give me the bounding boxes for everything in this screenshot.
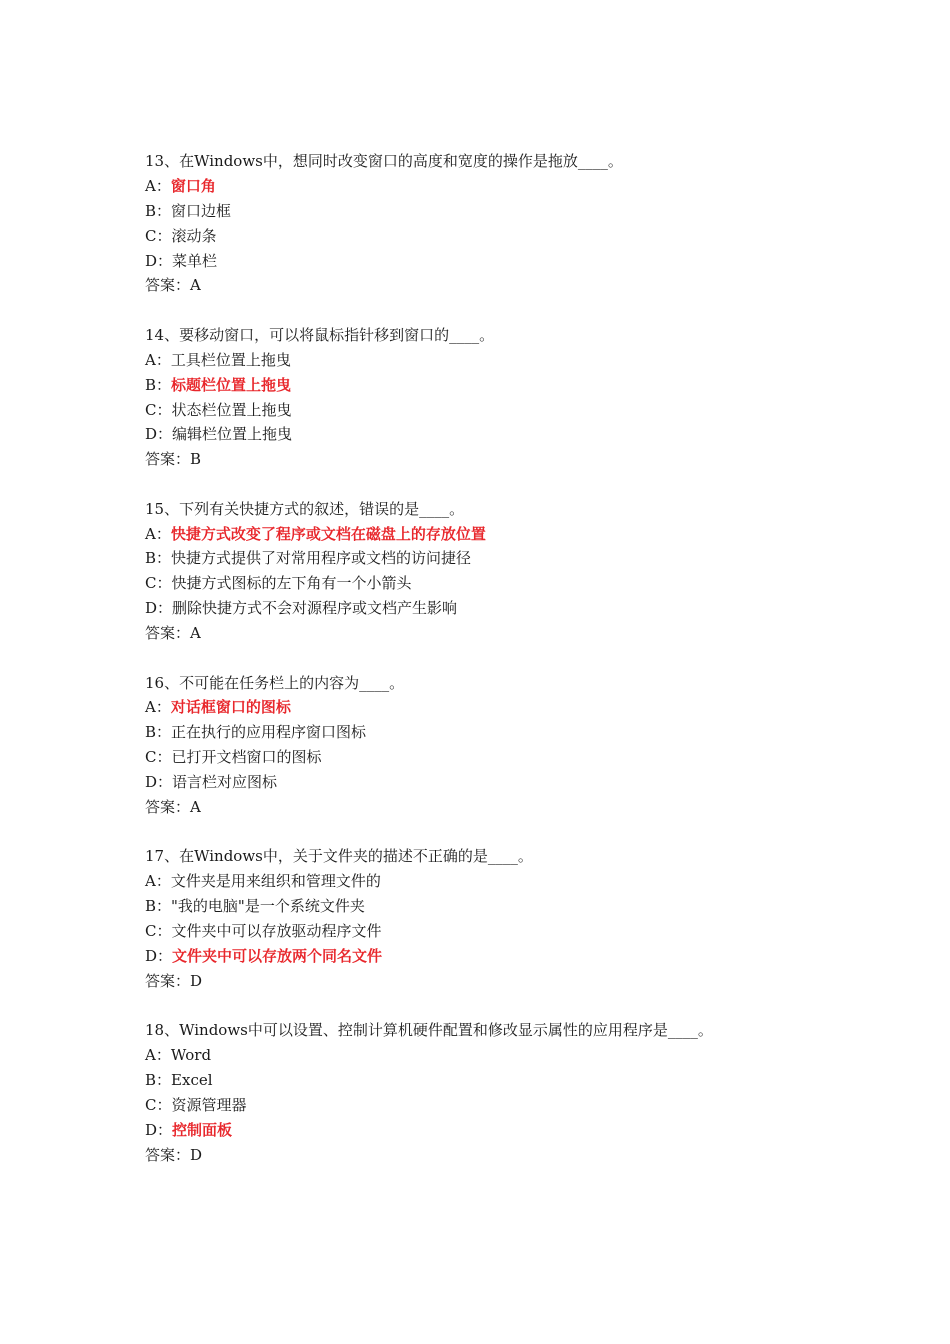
option-letter: A：	[145, 350, 171, 369]
option-letter: C：	[145, 1095, 172, 1114]
question-13	[145, 149, 905, 298]
option-text: 窗口角	[170, 176, 216, 195]
question-stem: 18、Windows中可以设置、控制计算机硬件配置和修改显示属性的应用程序是____。	[145, 1021, 713, 1040]
option-c	[145, 224, 905, 249]
option-letter: B：	[145, 201, 172, 220]
option-c	[145, 919, 905, 944]
option-letter: D：	[145, 773, 173, 792]
option-letter: B：	[145, 549, 172, 568]
option-letter: D：	[145, 599, 173, 618]
option-a	[145, 174, 905, 199]
option-letter: A：	[145, 176, 171, 195]
question-stem: 17、在Windows中，关于文件夹的描述不正确的是____。	[145, 847, 533, 866]
option-letter: D：	[145, 1120, 173, 1139]
answer-line: 答案：A	[145, 276, 201, 295]
option-text: 语言栏对应图标	[172, 773, 278, 792]
option-d	[145, 249, 905, 274]
option-text: 控制面板	[172, 1120, 233, 1139]
option-c	[145, 398, 905, 423]
option-c	[145, 571, 905, 596]
option-text: 正在执行的应用程序窗口图标	[171, 723, 367, 742]
option-d	[145, 944, 905, 969]
option-text: 编辑栏位置上拖曳	[172, 425, 293, 444]
question-stem: 16、不可能在任务栏上的内容为____。	[145, 673, 405, 692]
answer-line: 答案：B	[145, 450, 202, 469]
option-letter: C：	[145, 574, 172, 593]
option-c	[145, 1093, 905, 1118]
option-d	[145, 422, 905, 447]
option-text: Excel	[171, 1071, 213, 1089]
option-text: 文件夹是用来组织和管理文件的	[170, 872, 381, 891]
question-17	[145, 844, 905, 993]
option-b	[145, 546, 905, 571]
option-letter: C：	[145, 748, 172, 767]
option-letter: B：	[145, 897, 172, 916]
question-15	[145, 497, 905, 646]
option-b	[145, 373, 905, 398]
option-d	[145, 596, 905, 621]
question-stem: 14、要移动窗口，可以将鼠标指针移到窗口的____。	[145, 325, 495, 344]
option-letter: C：	[145, 400, 172, 419]
option-a	[145, 1043, 905, 1068]
option-d	[145, 770, 905, 795]
option-text: 对话框窗口的图标	[170, 698, 291, 717]
option-text: 滚动条	[171, 226, 217, 245]
option-text: 资源管理器	[171, 1095, 247, 1114]
option-letter: D：	[145, 251, 173, 270]
option-text: 工具栏位置上拖曳	[170, 350, 291, 369]
answer-line: 答案：D	[145, 1145, 203, 1164]
option-a	[145, 348, 905, 373]
question-18	[145, 1018, 905, 1167]
option-letter: A：	[145, 698, 171, 717]
option-text: 快捷方式图标的左下角有一个小箭头	[171, 574, 412, 593]
option-letter: C：	[145, 922, 172, 941]
option-text: 快捷方式提供了对常用程序或文档的访问捷径	[171, 549, 472, 568]
option-text: 文件夹中可以存放两个同名文件	[172, 946, 383, 965]
option-text: 文件夹中可以存放驱动程序文件	[171, 922, 382, 941]
option-text: 已打开文档窗口的图标	[171, 748, 322, 767]
option-b	[145, 894, 905, 919]
answer-line: 答案：A	[145, 624, 201, 643]
option-a	[145, 869, 905, 894]
option-d	[145, 1118, 905, 1143]
option-letter: D：	[145, 946, 173, 965]
question-stem: 15、下列有关快捷方式的叙述，错误的是____。	[145, 499, 465, 518]
answer-line: 答案：A	[145, 797, 201, 816]
question-16	[145, 671, 905, 820]
question-stem: 13、在Windows中，想同时改变窗口的高度和宽度的操作是拖放____。	[145, 152, 623, 170]
option-letter: A：	[145, 1046, 171, 1065]
option-text: 状态栏位置上拖曳	[171, 400, 292, 419]
option-c	[145, 745, 905, 770]
question-14	[145, 323, 905, 472]
option-letter: B：	[145, 375, 172, 394]
option-a	[145, 695, 905, 720]
option-a	[145, 522, 905, 547]
option-b	[145, 720, 905, 745]
option-letter: A：	[145, 524, 171, 543]
option-text: 窗口边框	[171, 201, 232, 220]
option-text: 菜单栏	[172, 251, 218, 270]
option-b	[145, 1068, 905, 1093]
option-text: Word	[170, 1046, 212, 1065]
option-letter: B：	[145, 723, 172, 742]
quiz-page	[145, 149, 905, 1192]
option-b	[145, 199, 905, 224]
option-letter: A：	[145, 872, 171, 891]
option-text: 快捷方式改变了程序或文档在磁盘上的存放位置	[170, 524, 486, 543]
option-text: "我的电脑"是一个系统文件夹	[171, 897, 365, 916]
option-letter: D：	[145, 425, 173, 444]
option-letter: B：	[145, 1071, 172, 1089]
option-text: 删除快捷方式不会对源程序或文档产生影响	[172, 599, 458, 618]
option-letter: C：	[145, 226, 172, 245]
answer-line: 答案：D	[145, 971, 203, 990]
option-text: 标题栏位置上拖曳	[171, 375, 292, 394]
